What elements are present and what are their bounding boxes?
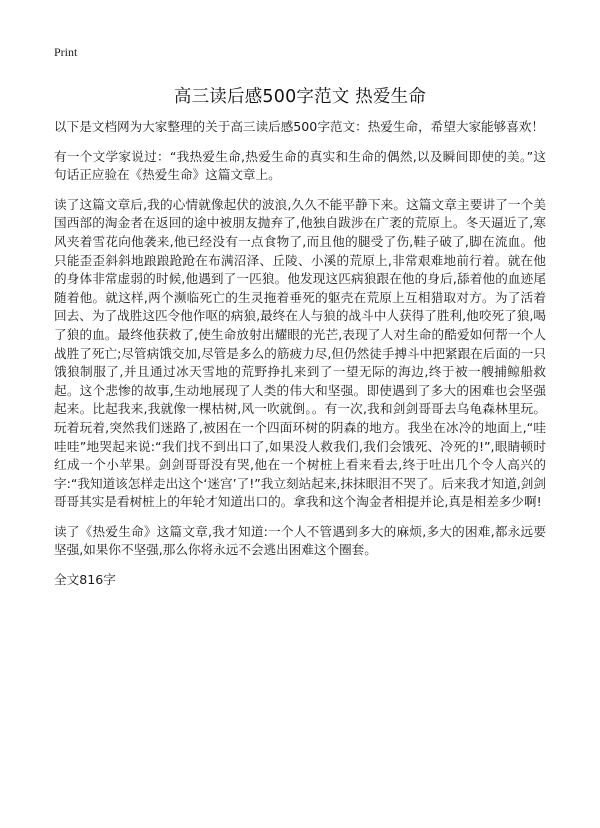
quote-paragraph: 有一个文学家说过：“我热爱生命,热爱生命的真实和生命的偶然,以及瞬间即使的美。”这句话正应验在《热爱生命》这篇文章上。 [54, 148, 546, 183]
conclusion-paragraph: 读了《热爱生命》这篇文章,我才知道:一个人不管遇到多大的麻烦,多大的困难,都永远要坚强,如果你不坚强,那么你将永远不会逃出困难这个圈套。 [54, 523, 546, 558]
intro-paragraph: 以下是文档网为大家整理的关于高三读后感500字范文：热爱生命，希望大家能够喜欢！ [54, 119, 545, 134]
article-body [54, 118, 546, 601]
print-link[interactable]: Print [54, 45, 78, 59]
main-paragraph: 读了这篇文章后,我的心情就像起伏的波浪,久久不能平静下来。这篇文章主要讲了一个美国西部的淘金者在返回的途中被朋友抛弃了,他独自跋涉在广袤的荒原上。冬天逼近了,寒风夹着雪花向他袭来,他已经没有一点食物了,而且他的腿受了伤,鞋子破了,脚在流血。他只能歪歪斜斜地踉踉跄跄在布满沼泽、丘陵、小溪的荒原上,非常艰难地前行着。就在他的身体非常虚弱的时候,他遇到了一匹狼。他发现这匹病狼跟在他的身后,舔着他的血迹尾随着他。就这样,两个濒临死亡的生灵拖着垂死的躯壳在荒原上互相猎取对方。为了活着回去、为了战胜这匹令他作呕的病狼,最终在人与狼的战斗中人获得了胜利,他咬死了狼,喝了狼的血。最终他获救了,使生命放射出耀眼的光芒,表现了人对生命的酷爱如何帮一个人战胜了死亡;尽管病饿交加,尽管是多么的筋疲力尽,但仍然徒手搏斗中把紧跟在后面的一只饿狼制服了,并且通过冰天雪地的荒野挣扎来到了一望无际的海边,终于被一艘捕鲸船救起。这个悲惨的故事,生动地展现了人类的伟大和坚强。即使遇到了多大的困难也会坚强起来。比起我来,我就像一棵枯树,风一吹就倒。。有一次,我和剑剑哥哥去乌龟森林里玩。玩着玩着,突然我们迷路了,被困在一个四面环树的阴森的地方。我坐在冰冷的地面上,“哇哇哇”地哭起来说:“我们找不到出口了,如果没人救我们,我们会饿死、冷死的!”,眼睛顿时红成一个小苹果。剑剑哥哥没有哭,他在一个树桩上看来看去,终于吐出几个令人高兴的字:“我知道该怎样走出这个‘迷宫’了!”我立刻站起来,抹抹眼泪不哭了。后来我才知道,剑剑哥哥其实是看树桩上的年轮才知道出口的。拿我和这个淘金者相提并论,真是相差多少啊! [54, 196, 546, 510]
article-title: 高三读后感500字范文 热爱生命 [173, 87, 427, 107]
word-count: 全文816字 [54, 572, 116, 588]
